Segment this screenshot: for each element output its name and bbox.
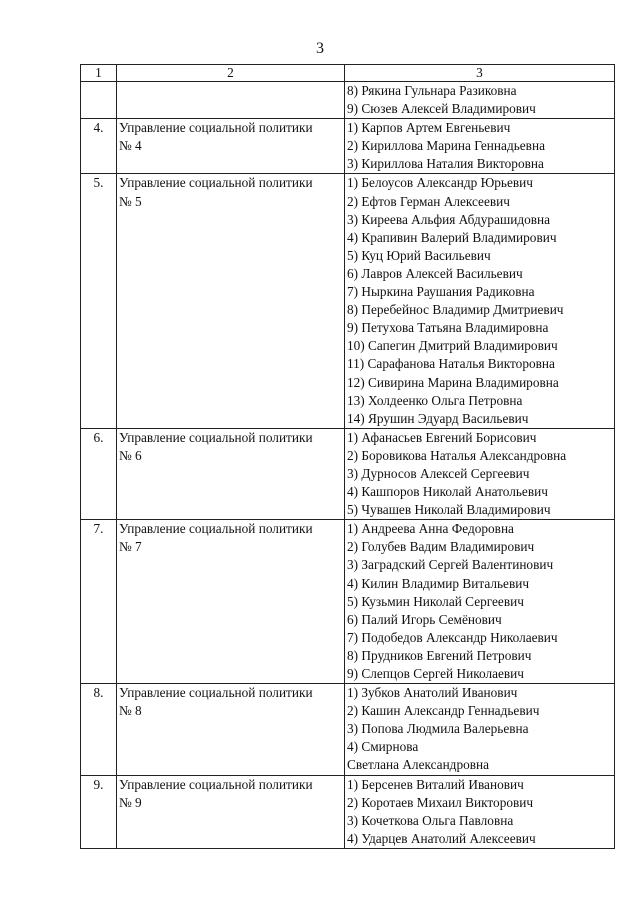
table-row — [81, 684, 615, 775]
row-number: 6. — [81, 428, 117, 519]
department-cell — [117, 775, 345, 848]
member-name: 3) Попова Людмила Валерьевна — [347, 721, 529, 737]
table-row — [81, 82, 615, 119]
member-name: 3) Дурносов Алексей Сергеевич — [347, 465, 530, 481]
department-name: Управление социальной политики — [119, 521, 313, 537]
page-number: 3 — [316, 40, 324, 57]
member-name: 2) Кашин Александр Геннадьевич — [347, 703, 540, 719]
members-cell — [345, 775, 615, 848]
member-name: 6) Палий Игорь Семёнович — [347, 611, 502, 627]
member-name: 9) Петухова Татьяна Владимировна — [347, 320, 549, 336]
row-number: 4. — [81, 119, 117, 174]
department-name: № 5 — [119, 193, 142, 209]
department-cell — [117, 82, 345, 119]
member-name: 11) Сарафанова Наталья Викторовна — [347, 356, 555, 372]
member-name: 4) Кашпоров Николай Анатольевич — [347, 484, 548, 500]
member-name: 4) Килин Владимир Витальевич — [347, 575, 530, 591]
member-name: 4) Смирнова — [347, 739, 419, 755]
member-name: Светлана Александровна — [347, 757, 490, 773]
members-cell — [345, 520, 615, 684]
member-name: 4) Ударцев Анатолий Алексеевич — [347, 830, 536, 846]
member-name: 2) Боровикова Наталья Александровна — [347, 447, 567, 463]
department-cell — [117, 684, 345, 775]
member-name: 3) Киреева Альфия Абдурашидовна — [347, 211, 551, 227]
row-number: 5. — [81, 174, 117, 428]
table-row — [81, 520, 615, 684]
member-name: 6) Лавров Алексей Васильевич — [347, 265, 523, 281]
member-name: 5) Куц Юрий Васильевич — [347, 247, 491, 263]
member-name: 2) Кириллова Марина Геннадьевна — [347, 138, 545, 154]
member-name: 12) Сивирина Марина Владимировна — [347, 374, 559, 390]
row-number: 8. — [81, 684, 117, 775]
header-row — [81, 65, 615, 82]
header-col-1: 1 — [81, 65, 117, 82]
header-col-3: 3 — [345, 65, 615, 82]
department-name: Управление социальной политики — [119, 120, 313, 136]
member-name: 2) Голубев Вадим Владимирович — [347, 539, 535, 555]
table-body — [81, 82, 615, 849]
members-cell — [345, 119, 615, 174]
table-row — [81, 174, 615, 428]
header-col-2: 2 — [117, 65, 345, 82]
member-name: 1) Афанасьев Евгений Борисович — [347, 429, 537, 445]
department-name: № 9 — [119, 794, 142, 810]
members-cell — [345, 82, 615, 119]
member-name: 14) Ярушин Эдуард Васильевич — [347, 410, 529, 426]
members-cell — [345, 428, 615, 519]
row-number — [81, 82, 117, 119]
table-row — [81, 119, 615, 174]
department-name: Управление социальной политики — [119, 685, 313, 701]
commission-table — [80, 64, 615, 849]
department-name: № 8 — [119, 703, 142, 719]
department-name: № 6 — [119, 447, 142, 463]
department-cell — [117, 520, 345, 684]
department-name: Управление социальной политики — [119, 429, 313, 445]
member-name: 5) Чувашев Николай Владимирович — [347, 502, 551, 518]
members-cell — [345, 684, 615, 775]
member-name: 4) Крапивин Валерий Владимирович — [347, 229, 557, 245]
member-name: 1) Белоусов Александр Юрьевич — [347, 175, 533, 191]
member-name: 5) Кузьмин Николай Сергеевич — [347, 593, 524, 609]
department-name: № 4 — [119, 138, 142, 154]
member-name: 3) Заградский Сергей Валентинович — [347, 557, 554, 573]
member-name: 7) Подобедов Александр Николаевич — [347, 629, 558, 645]
department-cell — [117, 428, 345, 519]
members-cell — [345, 174, 615, 428]
member-name: 9) Слепцов Сергей Николаевич — [347, 666, 524, 681]
row-number: 7. — [81, 520, 117, 684]
department-name: Управление социальной политики — [119, 776, 313, 792]
member-name: 3) Кочеткова Ольга Павловна — [347, 812, 514, 828]
member-name: 1) Зубков Анатолий Иванович — [347, 685, 518, 701]
member-name: 7) Ныркина Раушания Радиковна — [347, 284, 535, 300]
member-name: 1) Андреева Анна Федоровна — [347, 521, 514, 537]
member-name: 1) Берсенев Виталий Иванович — [347, 776, 524, 792]
table-row — [81, 428, 615, 519]
member-name: 2) Ефтов Герман Алексеевич — [347, 193, 510, 209]
member-name: 9) Сюзев Алексей Владимирович — [347, 101, 536, 117]
member-name: 13) Холдеенко Ольга Петровна — [347, 392, 523, 408]
member-name: 8) Прудников Евгений Петрович — [347, 647, 532, 663]
member-name: 8) Рякина Гульнара Разиковна — [347, 83, 517, 98]
member-name: 8) Перебейнос Владимир Дмитриевич — [347, 302, 564, 318]
department-cell — [117, 174, 345, 428]
table-row — [81, 775, 615, 848]
department-cell — [117, 119, 345, 174]
member-name: 3) Кириллова Наталия Викторовна — [347, 156, 544, 172]
member-name: 2) Коротаев Михаил Викторович — [347, 794, 534, 810]
member-name: 1) Карпов Артем Евгеньевич — [347, 120, 511, 136]
member-name: 10) Сапегин Дмитрий Владимирович — [347, 338, 558, 354]
department-name: Управление социальной политики — [119, 175, 313, 191]
department-name: № 7 — [119, 539, 142, 555]
row-number: 9. — [81, 775, 117, 848]
